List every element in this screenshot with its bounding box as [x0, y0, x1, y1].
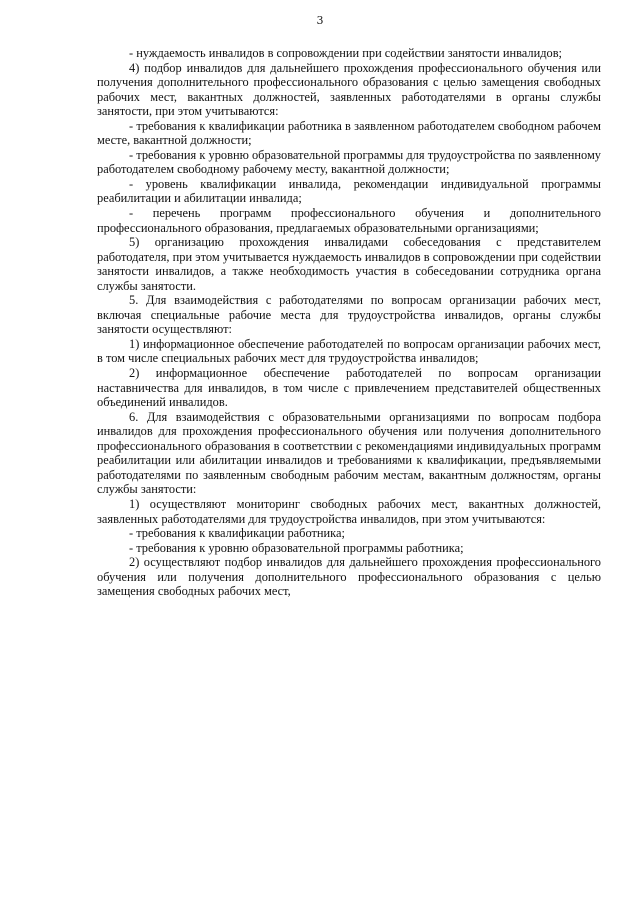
paragraph: 5. Для взаимодействия с работодателями по вопросам организации рабочих мест, включая специальные рабочие места для трудоустройства инвалидов, органы службы занятости осуществляют:	[97, 293, 601, 337]
paragraph: 2) информационное обеспечение работодателей по вопросам организации наставничества для инвалидов, в том числе с привлечением представителей общественных объединений инвалидов.	[97, 366, 601, 410]
paragraph: 6. Для взаимодействия с образовательными организациями по вопросам подбора инвалидов для прохождения профессионального обучения или получения дополнительного профессионального образования в соответствии с рекомендациями индивидуальных программ реабилитации или абилитации инвалидов и требованиями к квалификации, предъявляемыми работодателями по заявленным свободным рабочим местам, вакантным должностям, органы службы занятости:	[97, 409, 601, 497]
paragraph: - перечень программ профессионального обучения и дополнительного профессионального образования, предлагаемых образовательными организациями;	[97, 206, 601, 235]
document-body	[97, 46, 601, 599]
paragraph: 5) организацию прохождения инвалидами собеседования с представителем работодателя, при этом учитывается нуждаемость инвалидов в сопровождении при содействии занятости инвалидов, а также необходимость участия в собеседовании сотрудника органа службы занятости.	[97, 235, 601, 293]
paragraph: 1) осуществляют мониторинг свободных рабочих мест, вакантных должностей, заявленных работодателями для трудоустройства инвалидов, при этом учитываются:	[97, 496, 601, 526]
paragraph: - требования к квалификации работника в заявленном работодателем свободном рабочем месте, вакантной должности;	[97, 118, 601, 148]
paragraph: 4) подбор инвалидов для дальнейшего прохождения профессионального обучения или получения дополнительного профессионального образования с целью замещения свободных рабочих мест, вакантных должностей, заявленных работодателями в органы службы занятости, при этом учитываются:	[97, 60, 601, 119]
paragraph: - нуждаемость инвалидов в сопровождении при содействии занятости инвалидов;	[129, 46, 562, 60]
paragraph: 2) осуществляют подбор инвалидов для дальнейшего прохождения профессионального обучения или получения дополнительного профессионального образования с целью замещения свободных рабочих мест,	[97, 555, 601, 599]
paragraph: - требования к уровню образовательной программы работника;	[129, 540, 464, 555]
paragraph: - требования к квалификации работника;	[129, 526, 345, 541]
paragraph: - требования к уровню образовательной программы для трудоустройства по заявленному работодателем свободному рабочему месту, вакантной должности;	[97, 147, 601, 177]
page-number: 3	[316, 14, 324, 27]
paragraph: - уровень квалификации инвалида, рекомендации индивидуальной программы реабилитации и абилитации инвалида;	[97, 176, 601, 206]
paragraph: 1) информационное обеспечение работодателей по вопросам организации рабочих мест, в том числе специальных рабочих мест для трудоустройства инвалидов;	[97, 336, 601, 366]
